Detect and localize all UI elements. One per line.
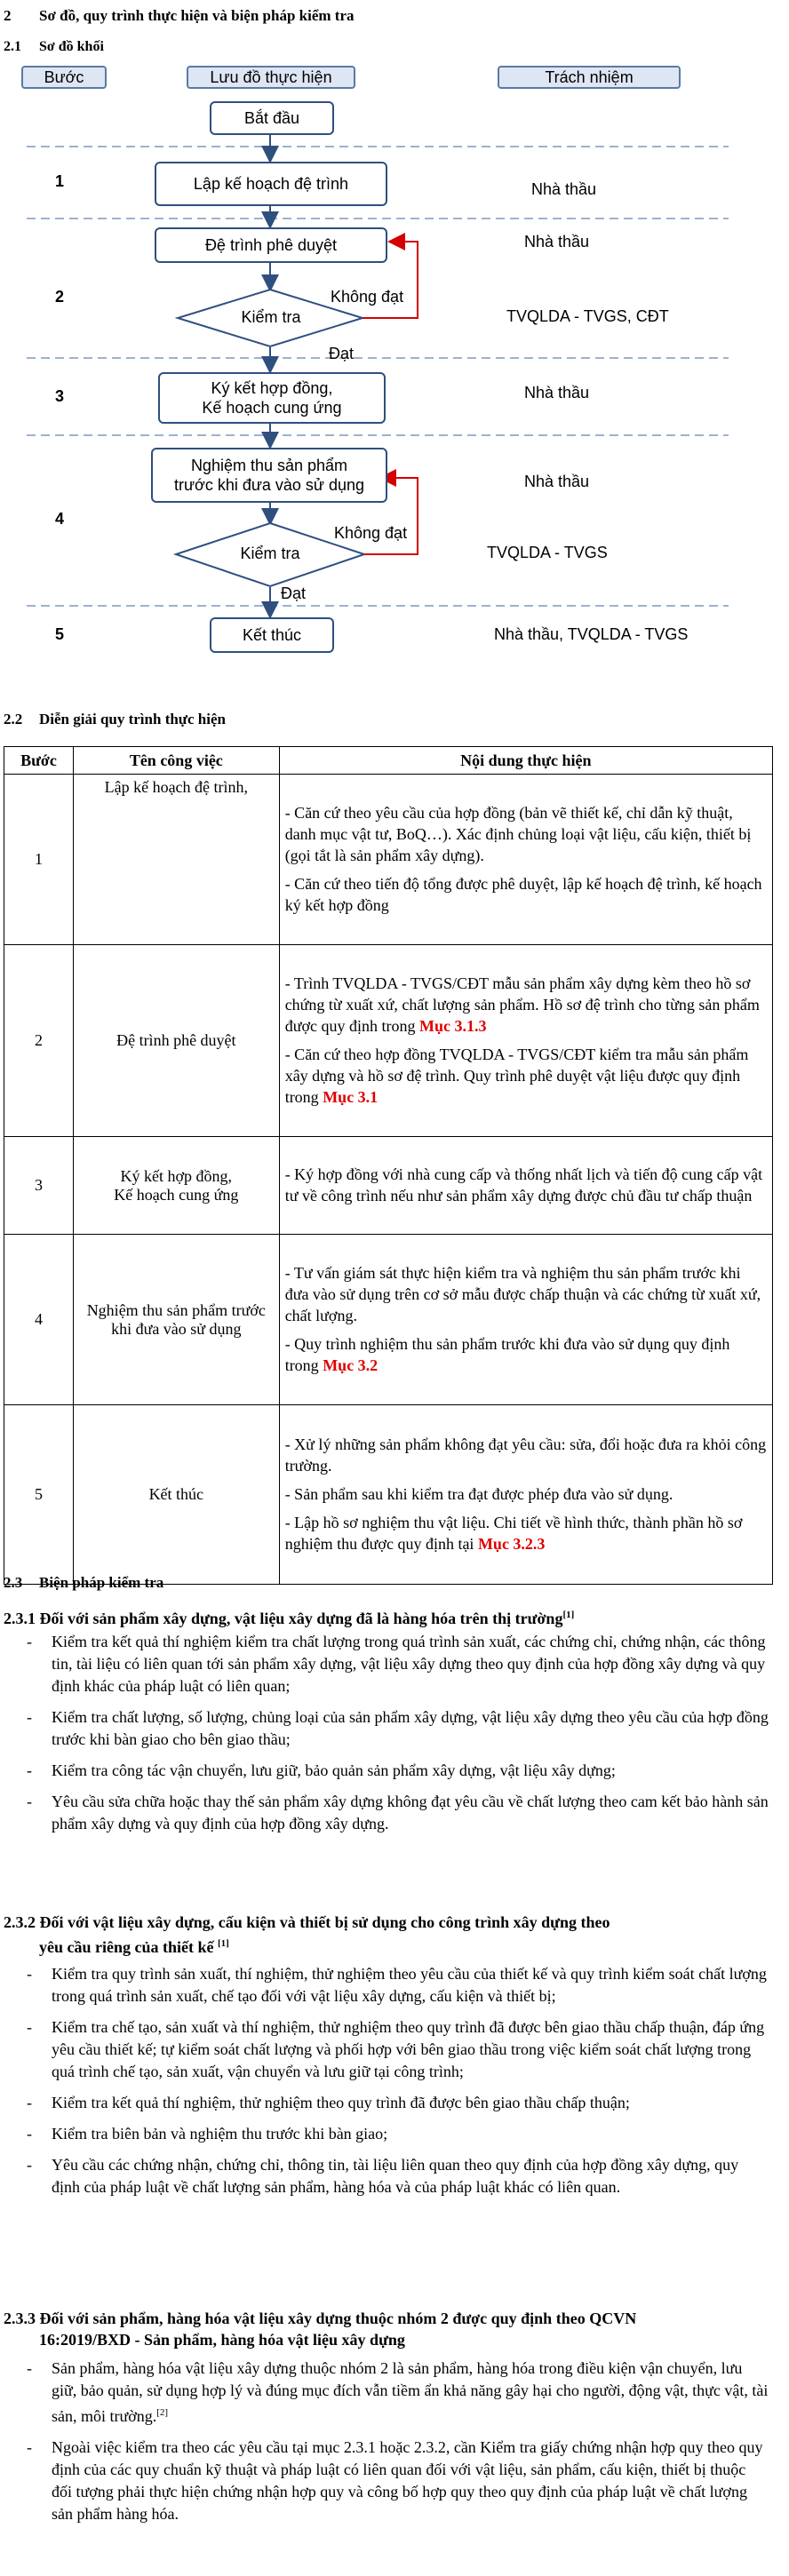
subsection-2-3-2-list bbox=[27, 1963, 769, 2207]
subsection-2-3-1-list bbox=[27, 1631, 769, 1844]
flow-submit: Đệ trình phê duyệt bbox=[155, 227, 387, 263]
list-item: - Kiểm tra chất lượng, số lượng, chủng loại của sản phẩm xây dựng, vật liệu xây dựng theo yêu cầu của hợp đồng trước khi bàn giao cho bên giao thầu; bbox=[27, 1708, 769, 1748]
table-header-task: Tên công việc bbox=[73, 747, 279, 775]
subsection-2-3-1-title: 2.3.1 Đối với sản phẩm xây dựng, vật liệu xây dựng đã là hàng hóa trên thị trường[1] bbox=[4, 1610, 575, 1627]
flow-start: Bắt đầu bbox=[210, 101, 334, 135]
list-item: - Kiểm tra quy trình sản xuất, thí nghiệm, thử nghiệm theo yêu cầu của thiết kế và quy trình kiểm soát chất lượng trong quá trình sản xuất, chế tạo đối với vật liệu xây dựng, cấu kiện và thiết bị; bbox=[27, 1965, 767, 2005]
table-row: 4 Nghiệm thu sản phẩm trước khi đưa vào sử dụng - Tư vấn giám sát thực hiện kiểm tra và nghiệm thu sản phẩm trước khi đưa vào sử dụng trên cơ sở mẫu được chấp thuận và các chứng từ xuất xứ, chất lượng. - Quy trình nghiệm thu sản phẩm trước khi đưa vào sử dụng quy định trong Mục 3.2 bbox=[4, 1235, 773, 1405]
section-heading-2-3: 2.3 Biện pháp kiểm tra bbox=[4, 1574, 164, 1591]
resp-step-4-supervisor: TVQLDA - TVGS bbox=[487, 544, 608, 561]
ref-link[interactable]: Mục 3.1.3 bbox=[418, 1016, 487, 1035]
flow-header-responsibility: Trách nhiệm bbox=[498, 66, 681, 89]
flow-pass-1: Đạt bbox=[329, 345, 355, 362]
resp-step-1: Nhà thầu bbox=[531, 180, 597, 198]
flow-end: Kết thúc bbox=[210, 617, 334, 653]
subsection-2-3-3-title: 2.3.3 Đối với sản phẩm, hàng hóa vật liệu xây dựng thuộc nhóm 2 được quy định theo QCVN 16:2019/BXD - Sản phẩm, hàng hóa vật liệu xây dựng bbox=[4, 2310, 637, 2349]
flow-acceptance: Nghiệm thu sản phẩm trước khi đưa vào sử dụng bbox=[151, 448, 387, 503]
ref-link[interactable]: Mục 3.2 bbox=[323, 1356, 379, 1374]
list-item: - Kiểm tra kết quả thí nghiệm, thử nghiệm theo quy trình đã được bên giao thầu chấp thuận; bbox=[27, 2094, 630, 2111]
table-row: 3 Ký kết hợp đồng, Kế hoạch cung ứng - Ký hợp đồng với nhà cung cấp và thống nhất lịch và tiến độ cung cấp vật tư về công trình nếu như sản phẩm xây dựng được chủ đầu tư chấp thuận bbox=[4, 1137, 773, 1235]
resp-step-3: Nhà thầu bbox=[524, 384, 590, 402]
section-heading-2-1: 2.1 Sơ đồ khối bbox=[4, 39, 104, 54]
flow-fail-1: Không đạt bbox=[331, 288, 404, 306]
resp-step-4-contractor: Nhà thầu bbox=[524, 473, 590, 490]
ref-link[interactable]: Mục 3.2.3 bbox=[477, 1534, 546, 1553]
step-number-5: 5 bbox=[55, 625, 65, 643]
list-item: - Kiểm tra kết quả thí nghiệm kiểm tra chất lượng trong quá trình sản xuất, các chứng chỉ, chứng nhận, các thông tin, tài liệu có liên quan tới sản phẩm xây dựng, vật liệu xây dựng theo quy định của hợp đồng xây dựng và quy định khác của pháp luật có liên quan; bbox=[27, 1633, 766, 1695]
flow-sign-contract: Ký kết hợp đồng, Kế hoạch cung ứng bbox=[158, 372, 386, 424]
flow-pass-2: Đạt bbox=[281, 584, 307, 602]
table-header-content: Nội dung thực hiện bbox=[279, 747, 772, 775]
step-number-1: 1 bbox=[55, 172, 65, 190]
flowchart-connectors bbox=[0, 0, 789, 675]
subsection-2-3-2-title: 2.3.2 Đối với vật liệu xây dựng, cấu kiện và thiết bị sử dụng cho công trình xây dựng theo yêu cầu riêng của thiết kế [1] bbox=[4, 1913, 610, 1956]
flow-plan: Lập kế hoạch đệ trình bbox=[155, 162, 387, 206]
resp-step-2-contractor: Nhà thầu bbox=[524, 233, 590, 250]
flow-fail-2: Không đạt bbox=[334, 524, 408, 542]
section-heading-2-2: 2.2 Diễn giải quy trình thực hiện bbox=[4, 711, 226, 727]
list-item: - Sản phẩm, hàng hóa vật liệu xây dựng thuộc nhóm 2 là sản phẩm, hàng hóa trong điều kiện vận chuyển, lưu giữ, bảo quản, sử dụng hợp lý và đúng mục đích vẫn tiềm ẩn khả năng gây hại cho người, động vật, thực vật, tài sản, môi trường.[2] bbox=[27, 2359, 769, 2425]
table-row: 2 Đệ trình phê duyệt - Trình TVQLDA - TVGS/CĐT mẫu sản phẩm xây dựng kèm theo hồ sơ chứng từ xuất xứ, chất lượng sản phẩm. Hồ sơ đệ trình cho từng sản phẩm được quy định trong Mục 3.1.3 - Căn cứ theo hợp đồng TVQLDA - TVGS/CĐT kiểm tra mẫu sản phẩm xây dựng và hồ sơ đệ trình. Quy trình phê duyệt vật liệu được quy định trong Mục 3.1 bbox=[4, 945, 773, 1137]
section-heading-2: 2 Sơ đồ, quy trình thực hiện và biện pháp kiểm tra bbox=[4, 7, 355, 24]
table-header-row bbox=[4, 747, 773, 775]
table-header-step: Bước bbox=[4, 747, 74, 775]
procedure-table bbox=[4, 746, 773, 1585]
list-item: - Yêu cầu sửa chữa hoặc thay thế sản phẩm xây dựng không đạt yêu cầu về chất lượng theo cam kết bảo hành sản phẩm xây dựng và quy định của hợp đồng xây dựng. bbox=[27, 1793, 769, 1833]
list-item: - Kiểm tra công tác vận chuyển, lưu giữ, bảo quản sản phẩm xây dựng, vật liệu xây dựng; bbox=[27, 1761, 616, 1779]
table-row: 5 Kết thúc - Xử lý những sản phẩm không đạt yêu cầu: sửa, đổi hoặc đưa ra khỏi công trường. - Sản phẩm sau khi kiểm tra đạt được phép đưa vào sử dụng. - Lập hồ sơ nghiệm thu vật liệu. Chi tiết về hình thức, thành phần hồ sơ nghiệm thu được quy định tại Mục 3.2.3 bbox=[4, 1405, 773, 1585]
resp-step-2-supervisor: TVQLDA - TVGS, CĐT bbox=[506, 307, 669, 325]
flow-check-1-label: Kiểm tra bbox=[241, 308, 301, 326]
flow-header-flow: Lưu đồ thực hiện bbox=[187, 66, 355, 89]
list-item: - Ngoài việc kiểm tra theo các yêu cầu tại mục 2.3.1 hoặc 2.3.2, cần Kiểm tra giấy chứng nhận hợp quy theo quy định của các quy chuẩn kỹ thuật và pháp luật có liên quan đối với vật liệu, sản phẩm, cấu kiện, thiết bị thuộc đối tượng phải thực hiện chứng nhận hợp quy và công bố hợp quy theo quy định của pháp luật về chất lượng sản phẩm hàng hóa. bbox=[27, 2438, 763, 2523]
list-item: - Kiểm tra chế tạo, sản xuất và thí nghiệm, thử nghiệm theo quy trình đã được bên giao thầu chấp thuận, đáp ứng yêu cầu thiết kế; tự kiểm soát chất lượng và phối hợp với bên giao thầu trong việc kiểm soát chất lượng trong quá trình chế tạo, sản xuất, vận chuyển và lưu giữ tại công trình; bbox=[27, 2018, 765, 2080]
step-number-3: 3 bbox=[55, 387, 65, 405]
list-item: - Kiểm tra biên bản và nghiệm thu trước khi bàn giao; bbox=[27, 2125, 388, 2143]
flow-header-step: Bước bbox=[21, 66, 107, 89]
flow-check-2-label: Kiểm tra bbox=[240, 545, 300, 562]
table-row: 1 Lập kế hoạch đệ trình, - Căn cứ theo yêu cầu của hợp đồng (bản vẽ thiết kế, chỉ dẫn kỹ thuật, danh mục vật tư, BoQ…). Xác định chủng loại vật liệu, cấu kiện, thiết bị (gọi tắt là sản phẩm xây dựng). - Căn cứ theo tiến độ tổng được phê duyệt, lập kế hoạch đệ trình, kế hoạch ký kết hợp đồng bbox=[4, 775, 773, 945]
step-number-2: 2 bbox=[55, 288, 65, 306]
subsection-2-3-3-list bbox=[27, 2357, 769, 2534]
list-item: - Yêu cầu các chứng nhận, chứng chỉ, thông tin, tài liệu liên quan theo quy định của hợp đồng xây dựng, quy định của pháp luật về chất lượng sản phẩm, hàng hóa và của pháp luật khác có liên quan. bbox=[27, 2156, 739, 2196]
ref-link[interactable]: Mục 3.1 bbox=[323, 1087, 379, 1106]
step-number-4: 4 bbox=[55, 510, 65, 528]
resp-step-5: Nhà thầu, TVQLDA - TVGS bbox=[494, 625, 689, 643]
